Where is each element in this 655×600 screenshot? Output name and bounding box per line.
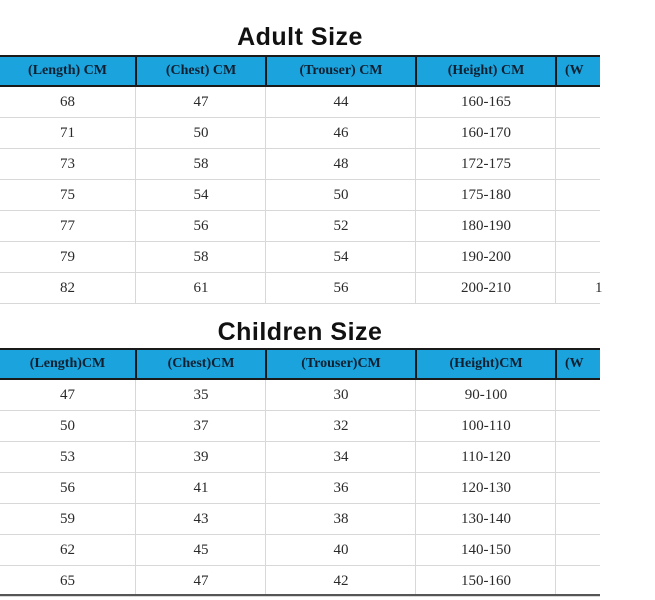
table-cell bbox=[557, 149, 655, 179]
table-row bbox=[0, 242, 600, 273]
bottom-border bbox=[0, 594, 600, 596]
header-divider bbox=[135, 350, 137, 378]
adult-header-cell: (Chest) CM bbox=[165, 63, 237, 78]
table-cell: 90-100 bbox=[464, 387, 508, 403]
table-cell: 56 bbox=[333, 280, 349, 296]
table-cell: 54 bbox=[193, 187, 209, 203]
table-cell: 62 bbox=[60, 542, 75, 558]
table-cell: 50 bbox=[60, 418, 75, 434]
table-cell: 150-160 bbox=[461, 573, 511, 589]
grid-line bbox=[265, 87, 266, 304]
header-divider bbox=[265, 57, 267, 85]
grid-line bbox=[265, 380, 266, 597]
table-cell: 48 bbox=[333, 156, 349, 172]
table-row bbox=[0, 504, 600, 535]
table-row bbox=[0, 180, 600, 211]
table-cell: 58 bbox=[193, 156, 209, 172]
header-divider bbox=[265, 350, 267, 378]
table-cell: 172-175 bbox=[461, 156, 511, 172]
table-cell bbox=[557, 242, 655, 272]
children-header-cell: (Height)CM bbox=[449, 356, 523, 371]
table-cell: 100-110 bbox=[461, 418, 511, 434]
table-cell bbox=[557, 87, 655, 117]
table-cell: 30 bbox=[333, 387, 349, 403]
grid-line bbox=[135, 380, 136, 597]
table-cell: 61 bbox=[193, 280, 209, 296]
children-header-cell: (Trouser)CM bbox=[301, 356, 381, 371]
children-header-cell: (Chest)CM bbox=[167, 356, 235, 371]
table-row bbox=[0, 566, 600, 597]
adult-size-table bbox=[0, 55, 603, 304]
table-cell: 56 bbox=[60, 480, 75, 496]
table-cell: 77 bbox=[60, 218, 75, 234]
grid-line bbox=[415, 380, 416, 597]
table-cell bbox=[557, 535, 655, 565]
table-cell bbox=[557, 442, 655, 472]
table-cell: 180-190 bbox=[461, 218, 511, 234]
children-size-table bbox=[0, 348, 600, 597]
table-row bbox=[0, 442, 600, 473]
table-cell bbox=[557, 118, 655, 148]
table-cell: 32 bbox=[333, 418, 349, 434]
table-row bbox=[0, 87, 600, 118]
table-cell: 190-200 bbox=[461, 249, 511, 265]
table-cell: 44 bbox=[333, 94, 349, 110]
table-cell: 45 bbox=[193, 542, 209, 558]
children-header-cell: (W bbox=[565, 356, 584, 371]
table-row bbox=[0, 473, 600, 504]
table-cell: 41 bbox=[193, 480, 209, 496]
table-cell: 160-170 bbox=[461, 125, 511, 141]
table-cell: 54 bbox=[333, 249, 349, 265]
table-cell: 58 bbox=[193, 249, 209, 265]
table-cell: 65 bbox=[60, 573, 75, 589]
grid-line bbox=[555, 380, 556, 597]
adult-header-cell: (Height) CM bbox=[447, 63, 525, 78]
grid-line bbox=[555, 87, 556, 304]
table-cell: 36 bbox=[333, 480, 349, 496]
table-cell: 200-210 bbox=[461, 280, 511, 296]
adult-header-cell: (W bbox=[565, 63, 584, 78]
table-cell: 50 bbox=[333, 187, 349, 203]
adult-size-title: Adult Size bbox=[237, 23, 363, 51]
table-cell bbox=[557, 566, 655, 596]
table-cell: 73 bbox=[60, 156, 75, 172]
table-cell: 82 bbox=[60, 280, 75, 296]
table-cell: 39 bbox=[193, 449, 209, 465]
header-divider bbox=[415, 57, 417, 85]
table-cell: 47 bbox=[60, 387, 75, 403]
children-size-title: Children Size bbox=[217, 318, 383, 346]
header-divider bbox=[555, 57, 557, 85]
table-cell: 47 bbox=[193, 94, 209, 110]
table-cell bbox=[557, 411, 655, 441]
children-header-row bbox=[0, 348, 600, 380]
adult-header-row bbox=[0, 55, 600, 87]
table-row bbox=[0, 535, 600, 566]
table-cell: 71 bbox=[60, 125, 75, 141]
adult-header-cell: (Trouser) CM bbox=[299, 63, 383, 78]
header-divider bbox=[415, 350, 417, 378]
table-row bbox=[0, 273, 603, 304]
children-header-cell: (Length)CM bbox=[29, 356, 106, 371]
table-cell: 120-130 bbox=[461, 480, 511, 496]
table-cell: 79 bbox=[60, 249, 75, 265]
table-row bbox=[0, 380, 600, 411]
grid-line bbox=[415, 87, 416, 304]
table-row bbox=[0, 211, 600, 242]
table-cell: 52 bbox=[333, 218, 349, 234]
table-cell: 35 bbox=[193, 387, 209, 403]
table-cell: 40 bbox=[333, 542, 349, 558]
table-cell: 42 bbox=[333, 573, 349, 589]
table-cell: 110-120 bbox=[461, 449, 511, 465]
header-divider bbox=[555, 350, 557, 378]
table-cell: 175-180 bbox=[461, 187, 511, 203]
table-cell: 1 bbox=[595, 280, 603, 296]
table-cell: 38 bbox=[333, 511, 349, 527]
table-cell: 43 bbox=[193, 511, 209, 527]
table-row bbox=[0, 149, 600, 180]
table-cell: 46 bbox=[333, 125, 349, 141]
table-row bbox=[0, 118, 600, 149]
table-cell: 130-140 bbox=[461, 511, 511, 527]
table-cell: 34 bbox=[333, 449, 349, 465]
adult-header-cell: (Length) CM bbox=[28, 63, 107, 78]
header-divider bbox=[135, 57, 137, 85]
table-cell: 160-165 bbox=[461, 94, 511, 110]
table-cell bbox=[557, 380, 655, 410]
table-cell: 37 bbox=[193, 418, 209, 434]
table-cell: 56 bbox=[193, 218, 209, 234]
table-cell: 68 bbox=[60, 94, 75, 110]
table-cell: 59 bbox=[60, 511, 75, 527]
table-cell bbox=[557, 473, 655, 503]
table-cell: 50 bbox=[193, 125, 209, 141]
table-cell: 140-150 bbox=[461, 542, 511, 558]
table-cell bbox=[557, 180, 655, 210]
grid-line bbox=[135, 87, 136, 304]
table-cell bbox=[557, 211, 655, 241]
table-cell: 47 bbox=[193, 573, 209, 589]
table-cell: 75 bbox=[60, 187, 75, 203]
table-cell bbox=[557, 504, 655, 534]
table-cell: 53 bbox=[60, 449, 75, 465]
table-row bbox=[0, 411, 600, 442]
